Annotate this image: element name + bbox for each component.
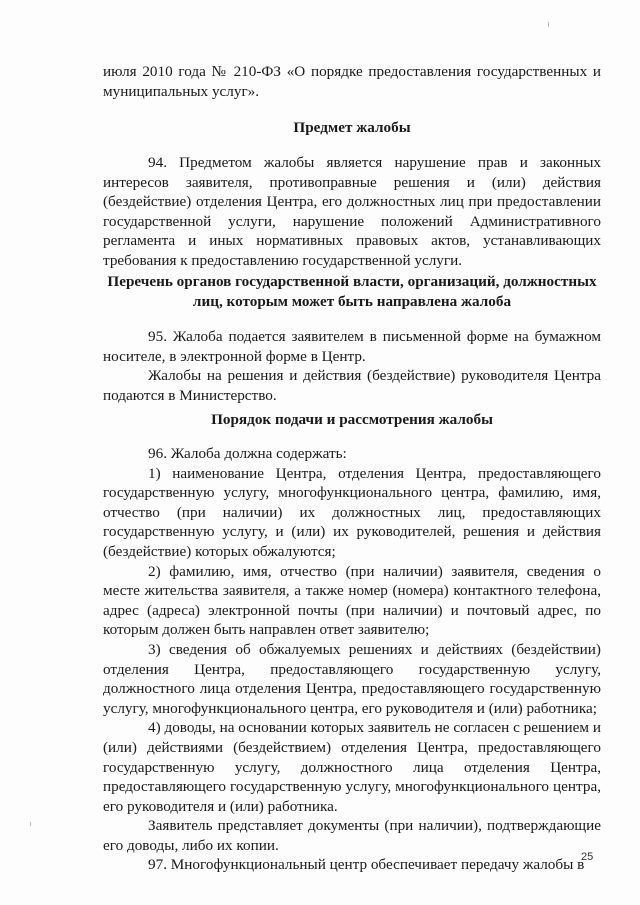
list-item-2: 2) фамилию, имя, отчество (при наличии) заявителя, сведения о месте жительства заявителя, а также номер (номера) контактного телефона, адрес (адреса) электронной почты (при наличии) и почтовый адрес, по которым должен быть направлен ответ заявителю; (103, 562, 601, 639)
section-heading-bodies (103, 272, 601, 311)
paragraph-96-text: 96. Жалоба должна содержать: (148, 445, 347, 462)
list-item-1: 1) наименование Центра, отделения Центра, предоставляющего государственную услугу, многофункционального центра, фамилию, имя, отчество (при наличии) их должностных лиц, предоставляющих государственную услугу, и (или) их руководителей, решения и действия (бездействие) которых обжалуются; (103, 464, 601, 560)
list-item-4: 4) доводы, на основании которых заявитель не согласен с решением и (или) действиями (бездействием) отделения Центра, предоставляющего государственную услугу, должностного лица отделения Центра, предоставляющего государственную услугу, многофункционального центра, его руководителя и (или) работника. (103, 719, 601, 815)
paragraph-97-text: 97. Многофункциональный центр обеспечивает передачу жалобы в (148, 856, 585, 874)
paragraph-96-block (103, 444, 601, 875)
paragraph-95b-text: Жалобы на решения и действия (бездействие) руководителя Центра подаются в Министерство. (103, 367, 601, 404)
heading-bodies: Перечень органов государственной власти, организаций, должностных лиц, которым может быть направлена жалоба (107, 273, 597, 310)
scan-artifact (548, 22, 549, 27)
list-item-3: 3) сведения об обжалуемых решениях и действиях (бездействии) отделения Центра, предоставляющего государственную услугу, должностного лица отделения Центра, предоставляющего государственную услугу, многофункционального центра, его руководителя и (или) работника; (103, 640, 601, 717)
paragraph-95 (103, 327, 601, 405)
section-heading-subject (103, 118, 601, 138)
intro-text: июля 2010 года № 210-ФЗ «О порядке предоставления государственных и муниципальных услуг». (103, 63, 601, 100)
heading-subject: Предмет жалобы (293, 119, 411, 136)
paragraph-96b-text: Заявитель представляет документы (при наличии), подтверждающие его доводы, либо их копии. (103, 817, 601, 854)
paragraph-94 (103, 153, 601, 271)
scan-artifact (30, 822, 31, 826)
page-number: 25 (581, 851, 594, 863)
paragraph-95-text: 95. Жалоба подается заявителем в письменной форме на бумажном носителе, в электронной форме в Центр. (103, 328, 601, 365)
section-heading-procedure (103, 410, 601, 430)
paragraph-94-text: 94. Предметом жалобы является нарушение прав и законных интересов заявителя, противоправные решения и (или) действия (бездействие) отделения Центра, его должностных лиц при предоставлении государственной услуги, нарушение положений Административного регламента и иных нормативных правовых актов, устанавливающих требования к предоставлению государственной услуги. (103, 154, 601, 269)
intro-paragraph (103, 62, 601, 101)
heading-procedure: Порядок подачи и рассмотрения жалобы (211, 411, 493, 428)
